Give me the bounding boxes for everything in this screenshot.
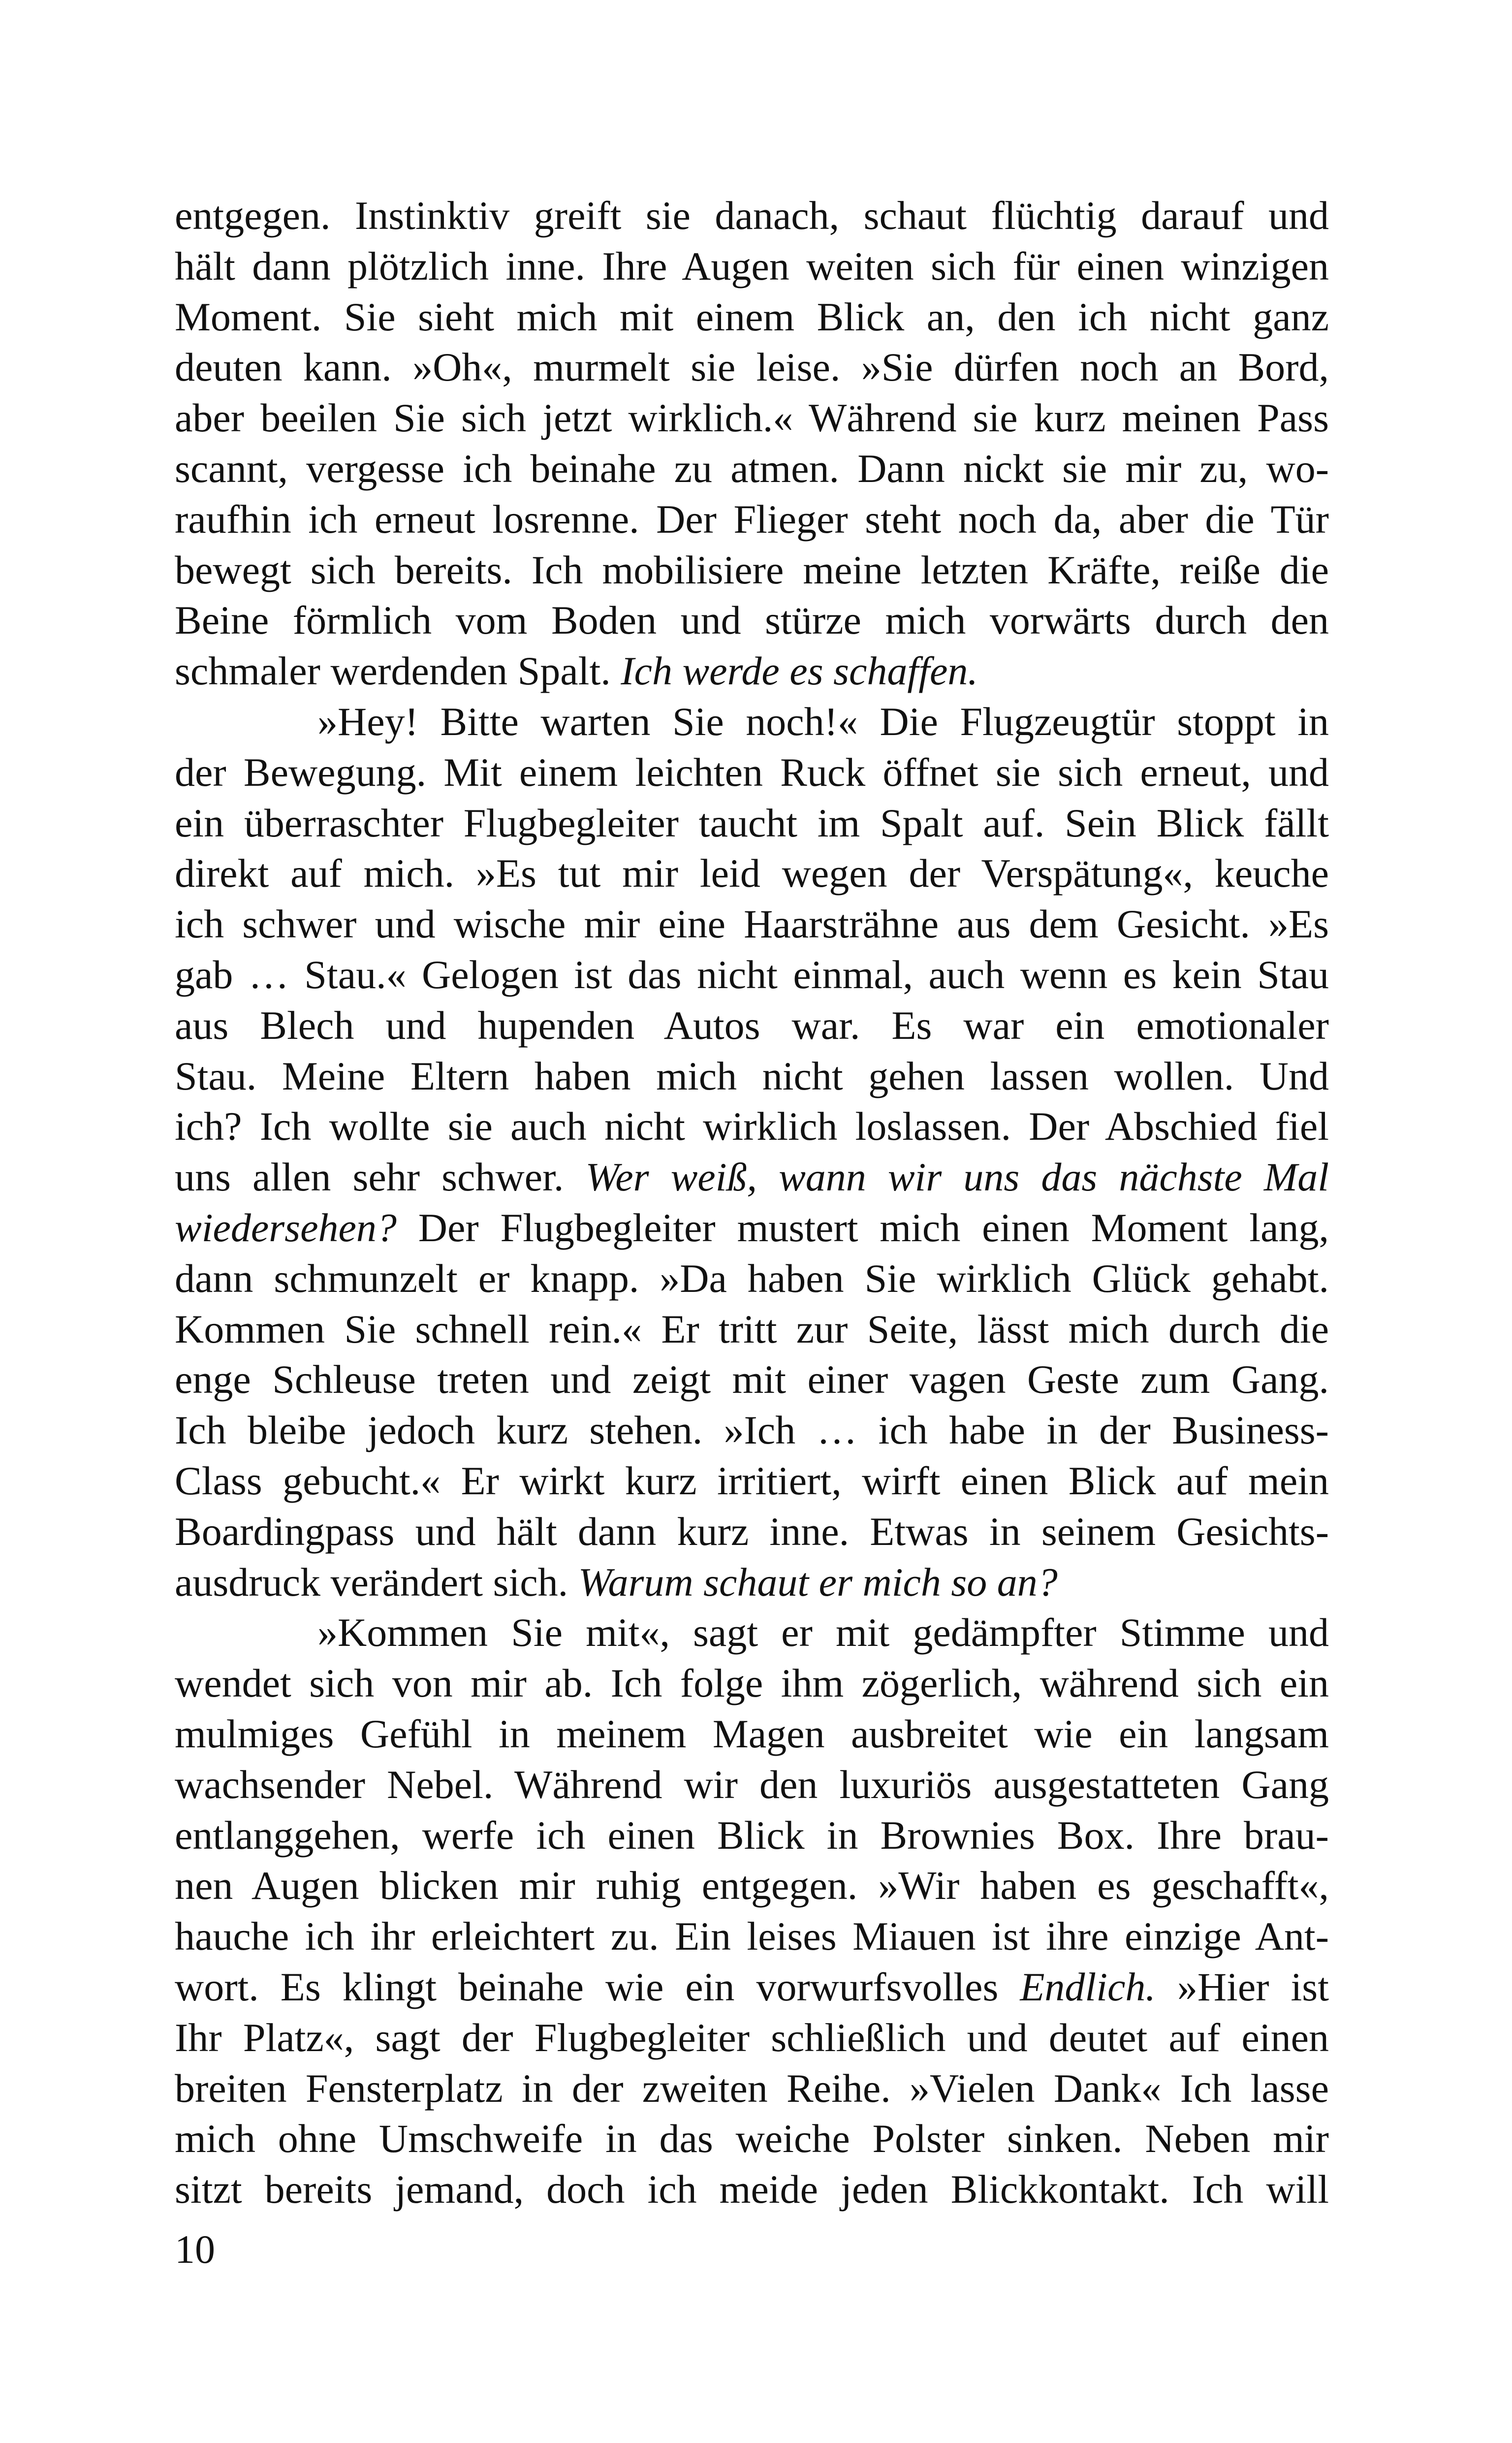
- text-segment: Boardingpass und hält dann kurz inne. Etwas in seinem Gesichts-: [175, 1509, 1329, 1554]
- text-segment: Ich bleibe jedoch kurz stehen. »Ich … ich habe in der Business-: [175, 1408, 1329, 1452]
- text-segment: dann schmunzelt er knapp. »Da haben Sie wirklich Glück gehabt.: [175, 1256, 1329, 1301]
- text-segment: »Kommen Sie mit«, sagt er mit gedämpfter Stimme und: [317, 1610, 1329, 1655]
- text-segment: gab … Stau.« Gelogen ist das nicht einmal, auch wenn es kein Stau: [175, 952, 1329, 997]
- text-line: [175, 1962, 1329, 2012]
- text-line: [175, 393, 1329, 443]
- text-segment: mich ohne Umschweife in das weiche Polster sinken. Neben mir: [175, 2116, 1329, 2161]
- text-line: [175, 444, 1329, 493]
- text-line: [175, 2013, 1329, 2062]
- text-line: [175, 1709, 1329, 1759]
- text-line: [175, 1406, 1329, 1455]
- text-line: [175, 2165, 1329, 2214]
- text-segment: mulmiges Gefühl in meinem Magen ausbreitet wie ein langsam: [175, 1711, 1329, 1756]
- text-line: [175, 2064, 1329, 2113]
- text-line: [175, 495, 1329, 544]
- text-line: [175, 1305, 1329, 1354]
- text-line: [175, 1760, 1329, 1809]
- text-line: [175, 1052, 1329, 1101]
- text-line: [175, 1456, 1329, 1506]
- text-segment: Moment. Sie sieht mich mit einem Blick an, den ich nicht ganz: [175, 294, 1329, 339]
- text-segment: sitzt bereits jemand, doch ich meide jeden Blickkontakt. Ich will: [175, 2167, 1329, 2212]
- text-line: [175, 242, 1329, 291]
- text-line: [175, 546, 1329, 595]
- text-line: [175, 1912, 1329, 1961]
- text-segment: Ihr Platz«, sagt der Flugbegleiter schließlich und deutet auf einen: [175, 2015, 1329, 2060]
- text-line: [175, 343, 1329, 392]
- text-line: [175, 1001, 1329, 1050]
- text-line: [175, 1507, 1329, 1556]
- text-segment: aus Blech und hupenden Autos war. Es war ein emotionaler: [175, 1003, 1329, 1048]
- text-segment: wort. Es klingt beinahe wie ein vorwurfsvolles: [175, 1964, 1020, 2009]
- text-line: [175, 191, 1329, 240]
- text-line: [175, 1861, 1329, 1910]
- text-segment: nen Augen blicken mir ruhig entgegen. »Wir haben es geschafft«,: [175, 1863, 1329, 1908]
- text-line: [175, 596, 1329, 645]
- text-segment: Class gebucht.« Er wirkt kurz irritiert, wirft einen Blick auf mein: [175, 1458, 1329, 1503]
- text-line: [317, 697, 1329, 746]
- text-segment: ausdruck verändert sich.: [175, 1560, 578, 1605]
- text-segment: entgegen. Instinktiv greift sie danach, schaut flüchtig darauf und: [175, 193, 1329, 238]
- text-line: [175, 1203, 1329, 1253]
- text-line: [175, 1355, 1329, 1404]
- text-line: [175, 292, 1329, 342]
- text-line: [175, 1811, 1329, 1860]
- text-segment: enge Schleuse treten und zeigt mit einer vagen Geste zum Gang.: [175, 1357, 1329, 1402]
- text-line: [175, 1254, 1329, 1303]
- text-line: [175, 1558, 1329, 1607]
- text-segment: ein überraschter Flugbegleiter taucht im Spalt auf. Sein Blick fällt: [175, 801, 1329, 845]
- italic-text: Ich werde es schaffen.: [621, 648, 978, 693]
- text-segment: »Hier ist: [1155, 1964, 1329, 2009]
- italic-text: Wer weiß, wann wir uns das nächste Mal: [585, 1155, 1329, 1199]
- text-segment: Beine förmlich vom Boden und stürze mich vorwärts durch den: [175, 598, 1329, 643]
- text-segment: aber beeilen Sie sich jetzt wirklich.« Während sie kurz meinen Pass: [175, 395, 1329, 440]
- text-line: [175, 1102, 1329, 1151]
- page-number: 10: [175, 2227, 215, 2272]
- text-line: [175, 1659, 1329, 1708]
- text-segment: hält dann plötzlich inne. Ihre Augen weiten sich für einen winzigen: [175, 244, 1329, 289]
- text-line: [175, 799, 1329, 848]
- text-segment: bewegt sich bereits. Ich mobilisiere meine letzten Kräfte, reiße die: [175, 547, 1329, 592]
- text-segment: der Bewegung. Mit einem leichten Ruck öffnet sie sich erneut, und: [175, 750, 1329, 795]
- text-segment: Stau. Meine Eltern haben mich nicht gehen lassen wollen. Und: [175, 1054, 1329, 1098]
- text-line: [175, 2114, 1329, 2163]
- italic-text: Endlich.: [1020, 1964, 1156, 2009]
- text-line: [317, 1608, 1329, 1657]
- text-segment: wendet sich von mir ab. Ich folge ihm zögerlich, während sich ein: [175, 1661, 1329, 1705]
- text-segment: ich? Ich wollte sie auch nicht wirklich loslassen. Der Abschied fiel: [175, 1104, 1329, 1149]
- text-segment: Kommen Sie schnell rein.« Er tritt zur Seite, lässt mich durch die: [175, 1307, 1329, 1351]
- text-line: [175, 950, 1329, 999]
- text-segment: hauche ich ihr erleichtert zu. Ein leises Miauen ist ihre einzige Ant-: [175, 1914, 1329, 1959]
- text-line: [175, 1153, 1329, 1202]
- text-segment: Der Flugbegleiter mustert mich einen Moment lang,: [396, 1205, 1329, 1250]
- text-segment: uns allen sehr schwer.: [175, 1155, 586, 1199]
- text-segment: scannt, vergesse ich beinahe zu atmen. Dann nickt sie mir zu, wo-: [175, 446, 1329, 491]
- text-segment: ich schwer und wische mir eine Haarsträhne aus dem Gesicht. »Es: [175, 901, 1329, 946]
- text-line: [175, 849, 1329, 898]
- text-line: [175, 646, 1329, 696]
- text-segment: raufhin ich erneut losrenne. Der Flieger steht noch da, aber die Tür: [175, 497, 1329, 542]
- text-segment: entlanggehen, werfe ich einen Blick in Brownies Box. Ihre brau-: [175, 1813, 1329, 1858]
- text-line: [175, 748, 1329, 797]
- text-line: [175, 900, 1329, 949]
- text-segment: direkt auf mich. »Es tut mir leid wegen der Verspätung«, keuche: [175, 851, 1329, 896]
- text-segment: schmaler werdenden Spalt.: [175, 648, 621, 693]
- text-segment: breiten Fensterplatz in der zweiten Reihe. »Vielen Dank« Ich lasse: [175, 2066, 1329, 2111]
- italic-text: wiedersehen?: [175, 1205, 397, 1250]
- italic-text: Warum schaut er mich so an?: [578, 1560, 1058, 1605]
- text-segment: deuten kann. »Oh«, murmelt sie leise. »Sie dürfen noch an Bord,: [175, 345, 1329, 389]
- text-segment: »Hey! Bitte warten Sie noch!« Die Flugzeugtür stoppt in: [317, 699, 1329, 744]
- text-segment: wachsender Nebel. Während wir den luxuriös ausgestatteten Gang: [175, 1762, 1329, 1807]
